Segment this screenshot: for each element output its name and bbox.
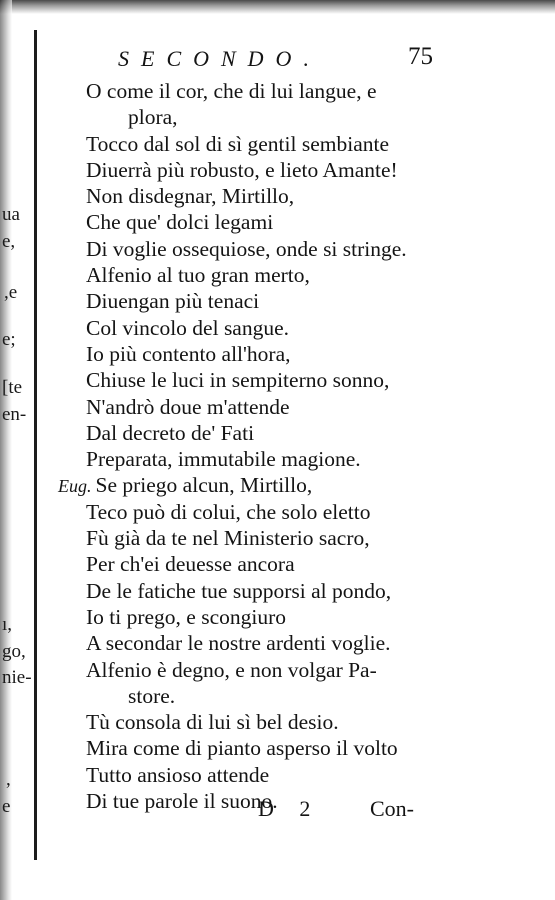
facing-fragment: ,e — [4, 282, 18, 303]
verse-line — [86, 604, 466, 630]
verse-text — [58, 78, 466, 814]
verse-line — [86, 525, 466, 551]
verse-line — [86, 420, 466, 446]
verse-line — [86, 709, 466, 735]
page-footer — [0, 796, 555, 826]
facing-fragment: ua — [2, 204, 20, 225]
verse-line-text: Col vincolo del sangue. — [86, 315, 290, 340]
verse-line — [86, 78, 466, 104]
verse-line — [86, 236, 466, 262]
signature-mark: D 2 — [258, 796, 321, 821]
verse-line-text: Alfenio è degno, e non volgar Pa- — [86, 657, 377, 682]
verse-line — [86, 341, 466, 367]
verse-line-text: Se priego alcun, Mirtillo, — [95, 473, 313, 498]
facing-fragment: e; — [2, 329, 16, 350]
verse-line-text: Di voglie ossequiose, onde si stringe. — [86, 236, 407, 261]
verse-line — [86, 104, 466, 130]
verse-line-text: Diuerrà più robusto, e lieto Amante! — [86, 157, 398, 182]
facing-fragment: nie- — [2, 667, 32, 688]
page-top-shadow — [0, 0, 555, 14]
verse-line — [86, 551, 466, 577]
page-number: 75 — [408, 43, 433, 70]
verse-line-text: Io più contento all'hora, — [86, 341, 291, 366]
verse-line — [86, 209, 466, 235]
verse-line-text: O come il cor, che di lui langue, e — [86, 79, 377, 103]
verse-line-text: Tocco dal sol di sì gentil sembiante — [86, 131, 390, 156]
facing-fragment: [te — [2, 377, 23, 398]
verse-line-text: Dal decreto de' Fati — [86, 420, 255, 445]
verse-line-text: De le fatiche tue supporsi al pondo, — [86, 578, 392, 603]
verse-line — [86, 183, 466, 209]
verse-line-text: Io ti prego, e scongiuro — [86, 604, 287, 629]
page-header — [118, 43, 433, 72]
catchword: Con- — [370, 796, 414, 821]
verse-line — [86, 499, 466, 525]
speaker-label: Eug. — [58, 476, 92, 497]
verse-line-text: Che que' dolci legami — [86, 210, 274, 235]
facing-fragment: ı, — [2, 614, 13, 635]
verse-line-text: Chiuse le luci in sempiterno sonno, — [86, 368, 390, 393]
verse-line — [86, 735, 466, 761]
verse-line — [86, 630, 466, 656]
facing-fragment: e — [2, 796, 11, 817]
verse-line — [86, 683, 466, 709]
running-head: SECONDO. — [118, 46, 321, 71]
verse-line — [86, 578, 466, 604]
verse-line — [86, 367, 466, 393]
verse-line — [58, 472, 466, 498]
verse-line — [86, 762, 466, 788]
verse-line — [86, 394, 466, 420]
verse-line-text: plora, — [128, 105, 178, 130]
verse-line-text: Fù già da te nel Ministerio sacro, — [86, 526, 370, 551]
verse-line — [86, 157, 466, 183]
verse-line — [86, 315, 466, 341]
facing-fragment: go, — [2, 641, 26, 662]
verse-line-text: Tù consola di lui sì bel desio. — [86, 710, 339, 735]
verse-line-text: Preparata, immutabile magione. — [86, 447, 361, 472]
verse-line — [86, 657, 466, 683]
page-left-shadow — [0, 0, 12, 900]
verse-line-text: Non disdegnar, Mirtillo, — [86, 184, 295, 209]
verse-line-text: Mira come di pianto asperso il volto — [86, 736, 398, 761]
facing-fragment: e, — [2, 231, 16, 252]
verse-line-text: Tutto ansioso attende — [86, 762, 270, 787]
verse-line-text: store. — [128, 683, 176, 708]
facing-fragment: , — [6, 769, 11, 790]
verse-line — [86, 131, 466, 157]
verse-line — [86, 446, 466, 472]
verse-line-text: A secondar le nostre ardenti voglie. — [86, 631, 391, 656]
verse-line-text: Diuengan più tenaci — [86, 289, 260, 314]
verse-line-text: Di tue parole il suono. — [86, 789, 278, 814]
verse-line — [86, 288, 466, 314]
verse-line-text: N'andrò doue m'attende — [86, 394, 290, 419]
verse-line-text: Per ch'ei deuesse ancora — [86, 552, 295, 577]
book-gutter — [34, 30, 37, 860]
verse-line-text: Teco può di colui, che solo eletto — [86, 499, 371, 524]
facing-fragment: en- — [2, 404, 27, 425]
verse-line — [86, 262, 466, 288]
verse-line-text: Alfenio al tuo gran merto, — [86, 263, 310, 288]
